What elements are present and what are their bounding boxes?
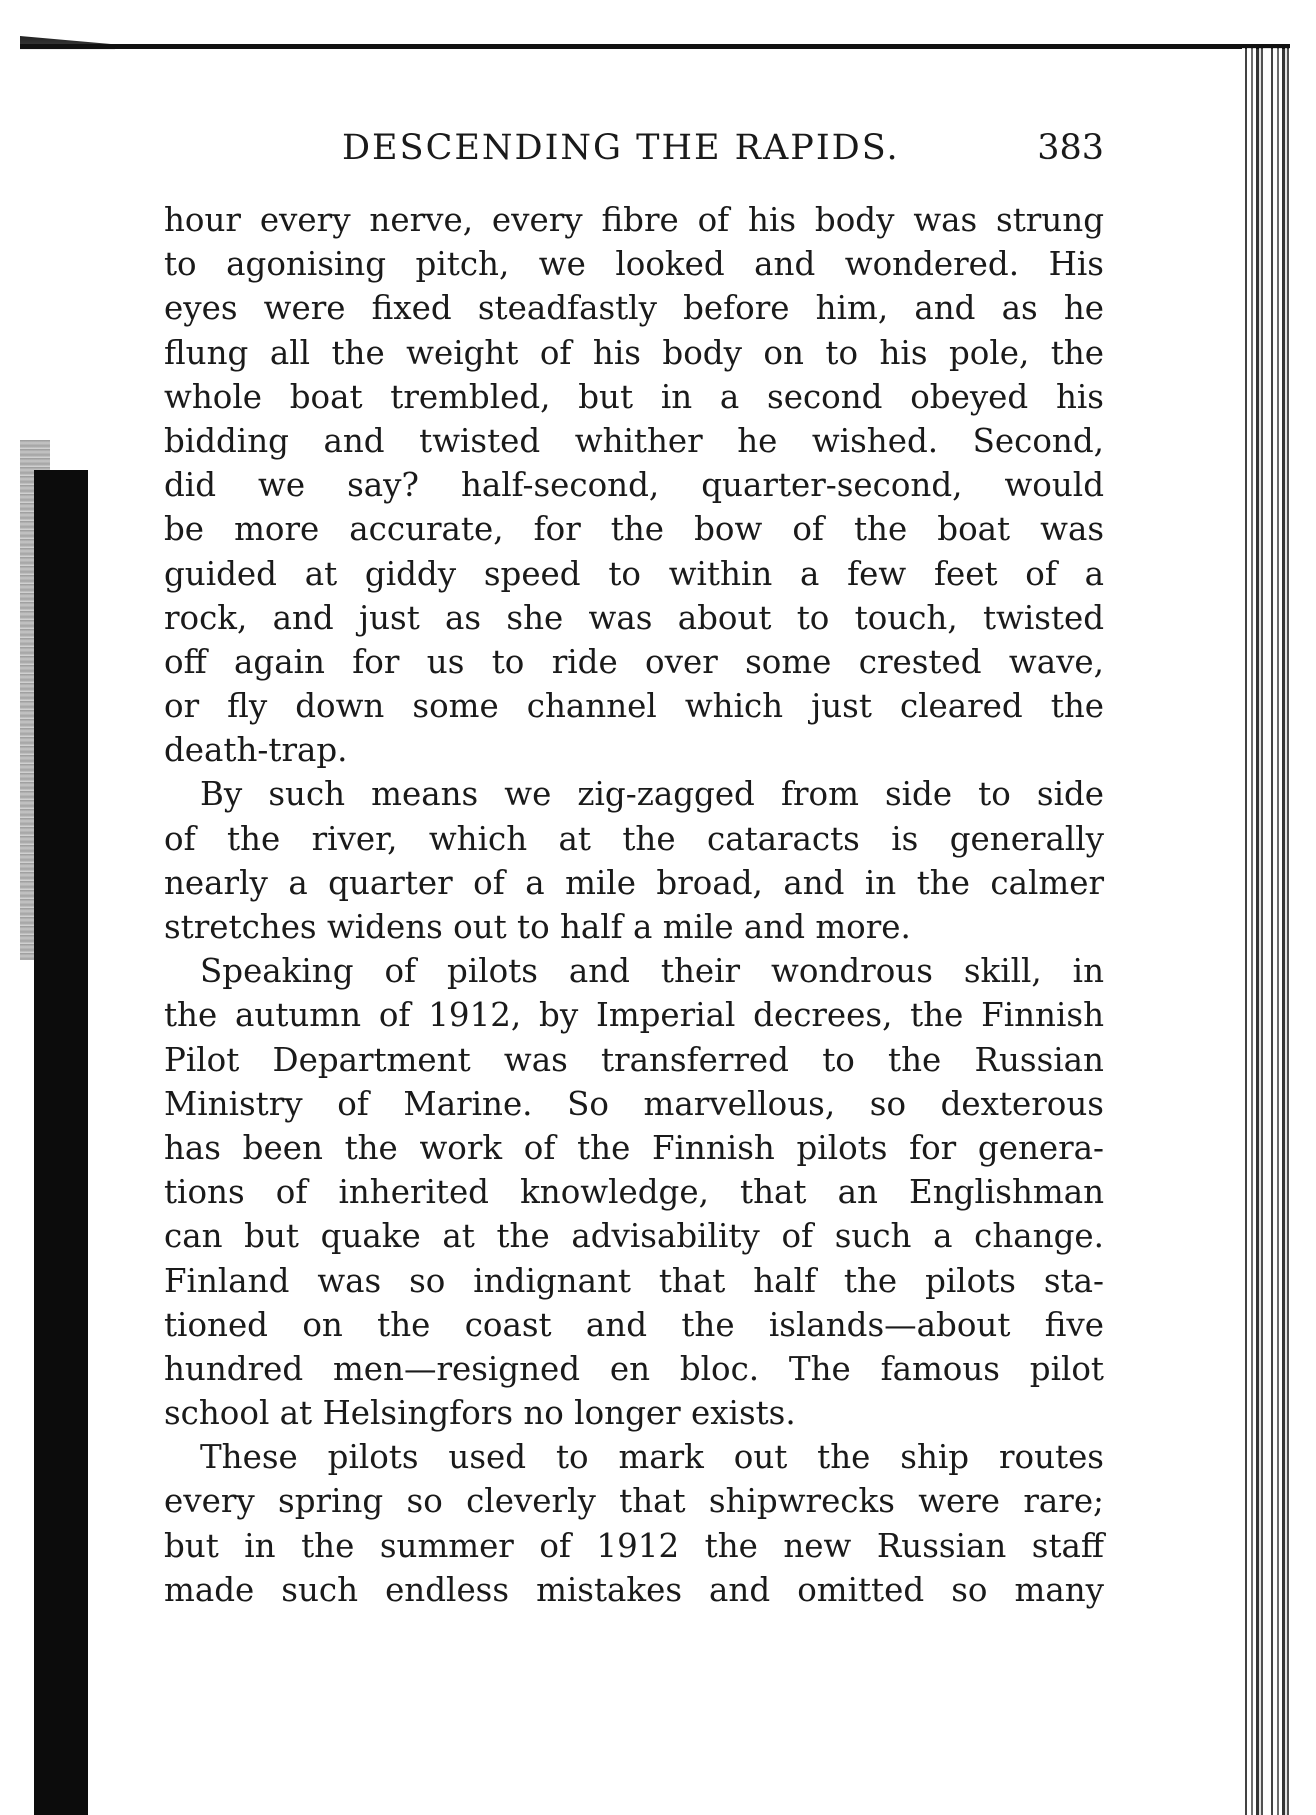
text-line: made such endless mistakes and omitted so many: [164, 1570, 1104, 1609]
text-line: Pilot Department was transferred to the Russian: [164, 1040, 1104, 1079]
text-line: school at Helsingfors no longer exists.: [164, 1394, 796, 1433]
text-line: Speaking of pilots and their wondrous skill, in: [200, 952, 1104, 991]
text-line: of the river, which at the cataracts is generally: [164, 819, 1104, 858]
paragraph: [164, 949, 1104, 1435]
text-line: but in the summer of 1912 the new Russian staff: [164, 1526, 1104, 1565]
text-line: the autumn of 1912, by Imperial decrees, the Finnish: [164, 996, 1104, 1035]
text-line: off again for us to ride over some crested wave,: [164, 642, 1104, 681]
text-line: rock, and just as she was about to touch, twisted: [164, 598, 1104, 637]
text-line: tioned on the coast and the islands—about five: [164, 1305, 1104, 1344]
text-line: By such means we zig-zagged from side to side: [200, 775, 1104, 814]
text-line: death-trap.: [164, 731, 348, 770]
text-line: Finland was so indignant that half the pilots sta-: [164, 1261, 1104, 1300]
text-line: flung all the weight of his body on to his pole, the: [164, 333, 1104, 372]
text-line: every spring so cleverly that shipwrecks were rare;: [164, 1482, 1104, 1521]
text-line: bidding and twisted whither he wished. Second,: [164, 421, 1104, 460]
paragraph: [164, 772, 1104, 949]
binding-edge-right: [1242, 48, 1297, 1815]
page-number: 383: [1037, 128, 1104, 168]
text-line: guided at giddy speed to within a few feet of a: [164, 554, 1104, 593]
text-line: hour every nerve, every fibre of his body was strung: [164, 201, 1104, 239]
top-rule: [20, 44, 1290, 49]
text-line: can but quake at the advisability of such a change.: [164, 1217, 1104, 1256]
text-line: has been the work of the Finnish pilots for genera-: [164, 1128, 1104, 1167]
text-line: or fly down some channel which just cleared the: [164, 687, 1104, 726]
binding-edge-left: [34, 470, 88, 1815]
text-line: These pilots used to mark out the ship routes: [200, 1438, 1104, 1477]
text-line: be more accurate, for the bow of the boat was: [164, 510, 1104, 549]
body-text: [164, 198, 1104, 1612]
text-line: hundred men—resigned en bloc. The famous pilot: [164, 1349, 1104, 1388]
paragraph: [164, 198, 1104, 772]
text-line: nearly a quarter of a mile broad, and in the calmer: [164, 863, 1104, 902]
text-line: to agonising pitch, we looked and wondered. His: [164, 245, 1104, 284]
running-title: DESCENDING THE RAPIDS.: [342, 128, 900, 168]
paragraph: [164, 1435, 1104, 1612]
text-line: eyes were fixed steadfastly before him, and as he: [164, 289, 1104, 328]
text-line: did we say? half-second, quarter-second, would: [164, 466, 1104, 505]
text-line: stretches widens out to half a mile and more.: [164, 908, 911, 946]
text-line: Ministry of Marine. So marvellous, so dexterous: [164, 1084, 1104, 1123]
page-header: [164, 128, 1104, 184]
text-line: whole boat trembled, but in a second obeyed his: [164, 377, 1104, 416]
text-line: tions of inherited knowledge, that an Englishman: [164, 1173, 1104, 1212]
